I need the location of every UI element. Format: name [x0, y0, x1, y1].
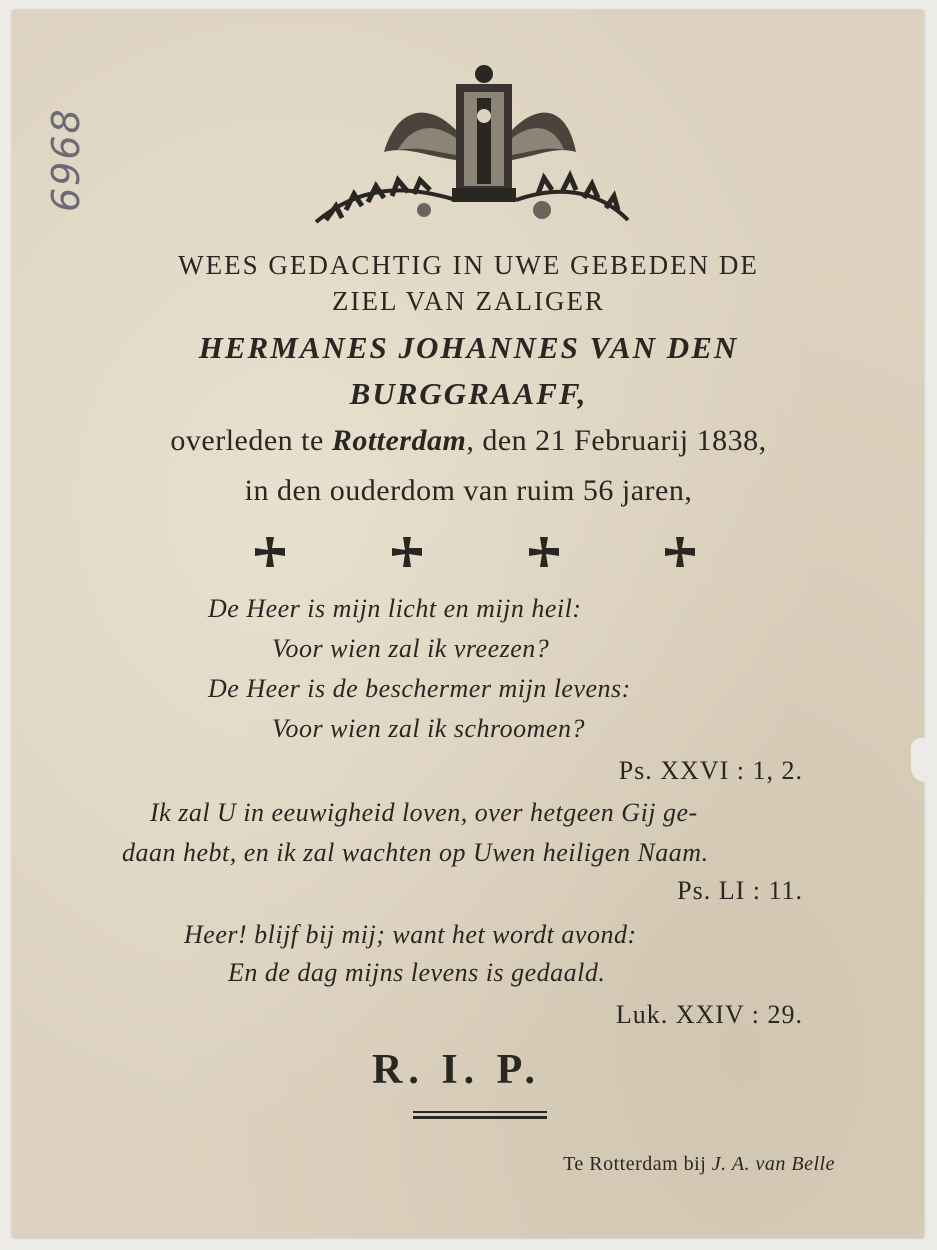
verse-1-reference: Ps. XXVI : 1, 2.: [618, 756, 803, 785]
deceased-name-line-2: BURGGRAAFF,: [349, 376, 588, 411]
heading-line-2: ZIEL VAN ZALIGER: [332, 286, 605, 316]
cross-pattee-icon: [390, 535, 424, 569]
verse-3-line-1: Heer! blijf bij mij; want het wordt avond:: [184, 920, 637, 949]
heading-line-1: WEES GEDACHTIG IN UWE GEBEDEN DE: [178, 250, 759, 280]
cross-pattee-icon: [527, 535, 561, 569]
printer-name: J. A. van Belle: [711, 1153, 835, 1175]
age-line: in den ouderdom van ruim 56 jaren,: [244, 474, 693, 507]
verse-3-reference: Luk. XXIV : 29.: [615, 1000, 803, 1029]
cross-row: [0, 535, 937, 575]
death-line: [0, 424, 937, 458]
rip-text: R. I. P.: [372, 1047, 541, 1093]
printer-prefix: Te Rotterdam bij: [563, 1153, 707, 1175]
deceased-name-line-1: HERMANES JOHANNES VAN DEN: [198, 330, 739, 365]
printer-imprint: [563, 1153, 835, 1176]
verse-2-reference: Ps. LI : 11.: [677, 876, 803, 905]
winged-cross-emblem-icon: [306, 60, 636, 230]
verse-1-line-2: Voor wien zal ik vreezen?: [272, 634, 550, 663]
verse-2-line-1: Ik zal U in eeuwigheid loven, over hetgeen Gij ge-: [150, 798, 698, 827]
cross-pattee-icon: [663, 535, 697, 569]
verse-1-line-4: Voor wien zal ik schroomen?: [272, 714, 585, 743]
torn-edge-notch: [911, 738, 925, 782]
cross-pattee-icon: [253, 535, 287, 569]
archive-number: 6968: [44, 107, 88, 212]
verse-2-line-2: daan hebt, en ik zal wachten op Uwen heiligen Naam.: [122, 838, 709, 867]
verse-3-line-2: En de dag mijns levens is gedaald.: [228, 958, 606, 987]
death-prefix: overleden te: [170, 424, 324, 457]
death-date: , den 21 Februarij 1838,: [466, 424, 767, 457]
verse-1-line-1: De Heer is mijn licht en mijn heil:: [208, 594, 582, 623]
verse-1-line-3: De Heer is de beschermer mijn levens:: [208, 674, 631, 703]
death-place: Rotterdam: [331, 424, 467, 457]
decorative-rule: [413, 1111, 547, 1119]
